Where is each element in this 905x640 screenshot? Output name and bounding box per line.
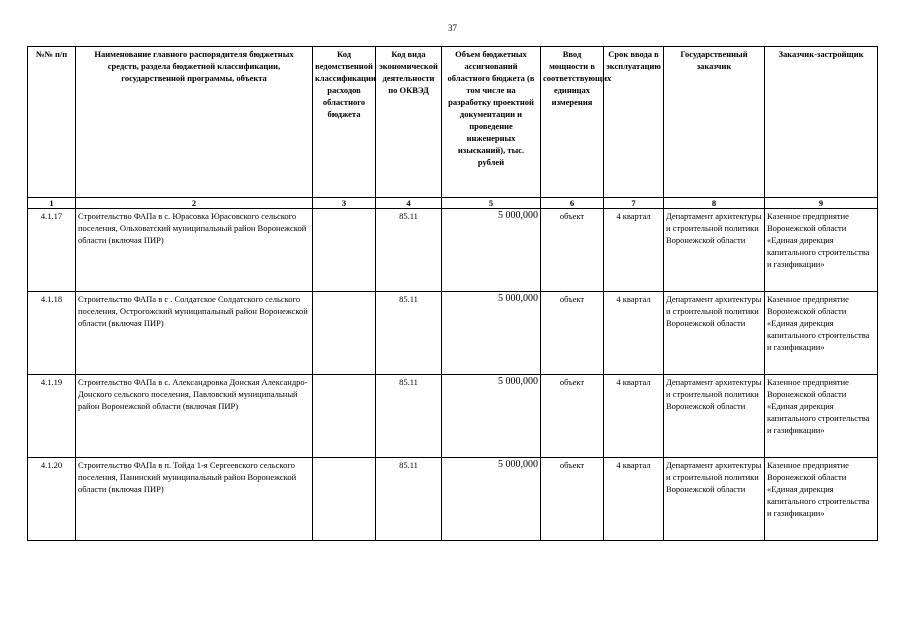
- customer-developer: Казенное предприятие Воронежской области «Единая дирекция капитального строительства и газификации»: [765, 292, 878, 375]
- state-customer: Департамент архитектуры и строительной политики Воронежской области: [664, 209, 765, 292]
- row-number: 4.1.19: [28, 375, 76, 458]
- state-customer: Департамент архитектуры и строительной политики Воронежской области: [664, 292, 765, 375]
- okved-code: 85.11: [376, 375, 442, 458]
- budget-amount: 5 000,000: [442, 209, 541, 292]
- state-customer: Департамент архитектуры и строительной политики Воронежской области: [664, 458, 765, 541]
- header-name: Наименование главного распорядителя бюджетных средств, раздела бюджетной классификации, государственной программы, объекта: [76, 47, 313, 198]
- table-row: [28, 292, 878, 375]
- budget-amount: 5 000,000: [442, 375, 541, 458]
- budget-amount: 5 000,000: [442, 458, 541, 541]
- table-row: [28, 375, 878, 458]
- capacity-unit: объект: [541, 209, 604, 292]
- dept-code: [313, 375, 376, 458]
- column-number: 8: [664, 198, 765, 209]
- header-amount: Объем бюджетных ассигнований областного бюджета (в том числе на разработку проектной документации и проведение инженерных изысканий), тыс. рублей: [442, 47, 541, 198]
- page-number: 37: [448, 23, 457, 33]
- object-name: Строительство ФАПа в с. Юрасовка Юрасовского сельского поселения, Ольховатский муниципальный район Воронежской области (включая ПИР): [76, 209, 313, 292]
- row-number: 4.1.17: [28, 209, 76, 292]
- row-number: 4.1.18: [28, 292, 76, 375]
- okved-code: 85.11: [376, 458, 442, 541]
- okved-code: 85.11: [376, 292, 442, 375]
- header-developer: Заказчик-застройщик: [765, 47, 878, 198]
- object-name: Строительство ФАПа в п. Тойда 1-я Сергеевского сельского поселения, Панинский муниципальный район Воронежской области (включая ПИР): [76, 458, 313, 541]
- column-number: 7: [604, 198, 664, 209]
- dept-code: [313, 458, 376, 541]
- commissioning-term: 4 квартал: [604, 209, 664, 292]
- customer-developer: Казенное предприятие Воронежской области «Единая дирекция капитального строительства и газификации»: [765, 375, 878, 458]
- column-number: 4: [376, 198, 442, 209]
- capacity-unit: объект: [541, 375, 604, 458]
- header-okved: Код вида экономической деятельности по ОКВЭД: [376, 47, 442, 198]
- table-row: [28, 458, 878, 541]
- dept-code: [313, 292, 376, 375]
- dept-code: [313, 209, 376, 292]
- column-number: 5: [442, 198, 541, 209]
- row-number: 4.1.20: [28, 458, 76, 541]
- column-number: 1: [28, 198, 76, 209]
- commissioning-term: 4 квартал: [604, 292, 664, 375]
- header-term: Срок ввода в эксплуатацию: [604, 47, 664, 198]
- commissioning-term: 4 квартал: [604, 458, 664, 541]
- header-capacity: Ввод мощности в соответствующих единицах измерения: [541, 47, 604, 198]
- header-dept-code: Код ведомственной классификации расходов областного бюджета: [313, 47, 376, 198]
- customer-developer: Казенное предприятие Воронежской области «Единая дирекция капитального строительства и газификации»: [765, 458, 878, 541]
- commissioning-term: 4 квартал: [604, 375, 664, 458]
- state-customer: Департамент архитектуры и строительной политики Воронежской области: [664, 375, 765, 458]
- header-num: №№ п/п: [28, 47, 76, 198]
- column-number: 9: [765, 198, 878, 209]
- customer-developer: Казенное предприятие Воронежской области «Единая дирекция капитального строительства и газификации»: [765, 209, 878, 292]
- budget-table: [27, 46, 878, 541]
- column-number: 3: [313, 198, 376, 209]
- table-row: [28, 209, 878, 292]
- column-number-row: [28, 198, 878, 209]
- capacity-unit: объект: [541, 292, 604, 375]
- okved-code: 85.11: [376, 209, 442, 292]
- header-row: [28, 47, 878, 198]
- capacity-unit: объект: [541, 458, 604, 541]
- column-number: 2: [76, 198, 313, 209]
- column-number: 6: [541, 198, 604, 209]
- object-name: Строительство ФАПа в с . Солдатское Солдатского сельского поселения, Острогожский муниципальный район Воронежской области (включая ПИР): [76, 292, 313, 375]
- object-name: Строительство ФАПа в с. Александровка Донская Александро-Донского сельского поселения, Павловский муниципальный район Воронежской области (включая ПИР): [76, 375, 313, 458]
- budget-amount: 5 000,000: [442, 292, 541, 375]
- header-customer: Государственный заказчик: [664, 47, 765, 198]
